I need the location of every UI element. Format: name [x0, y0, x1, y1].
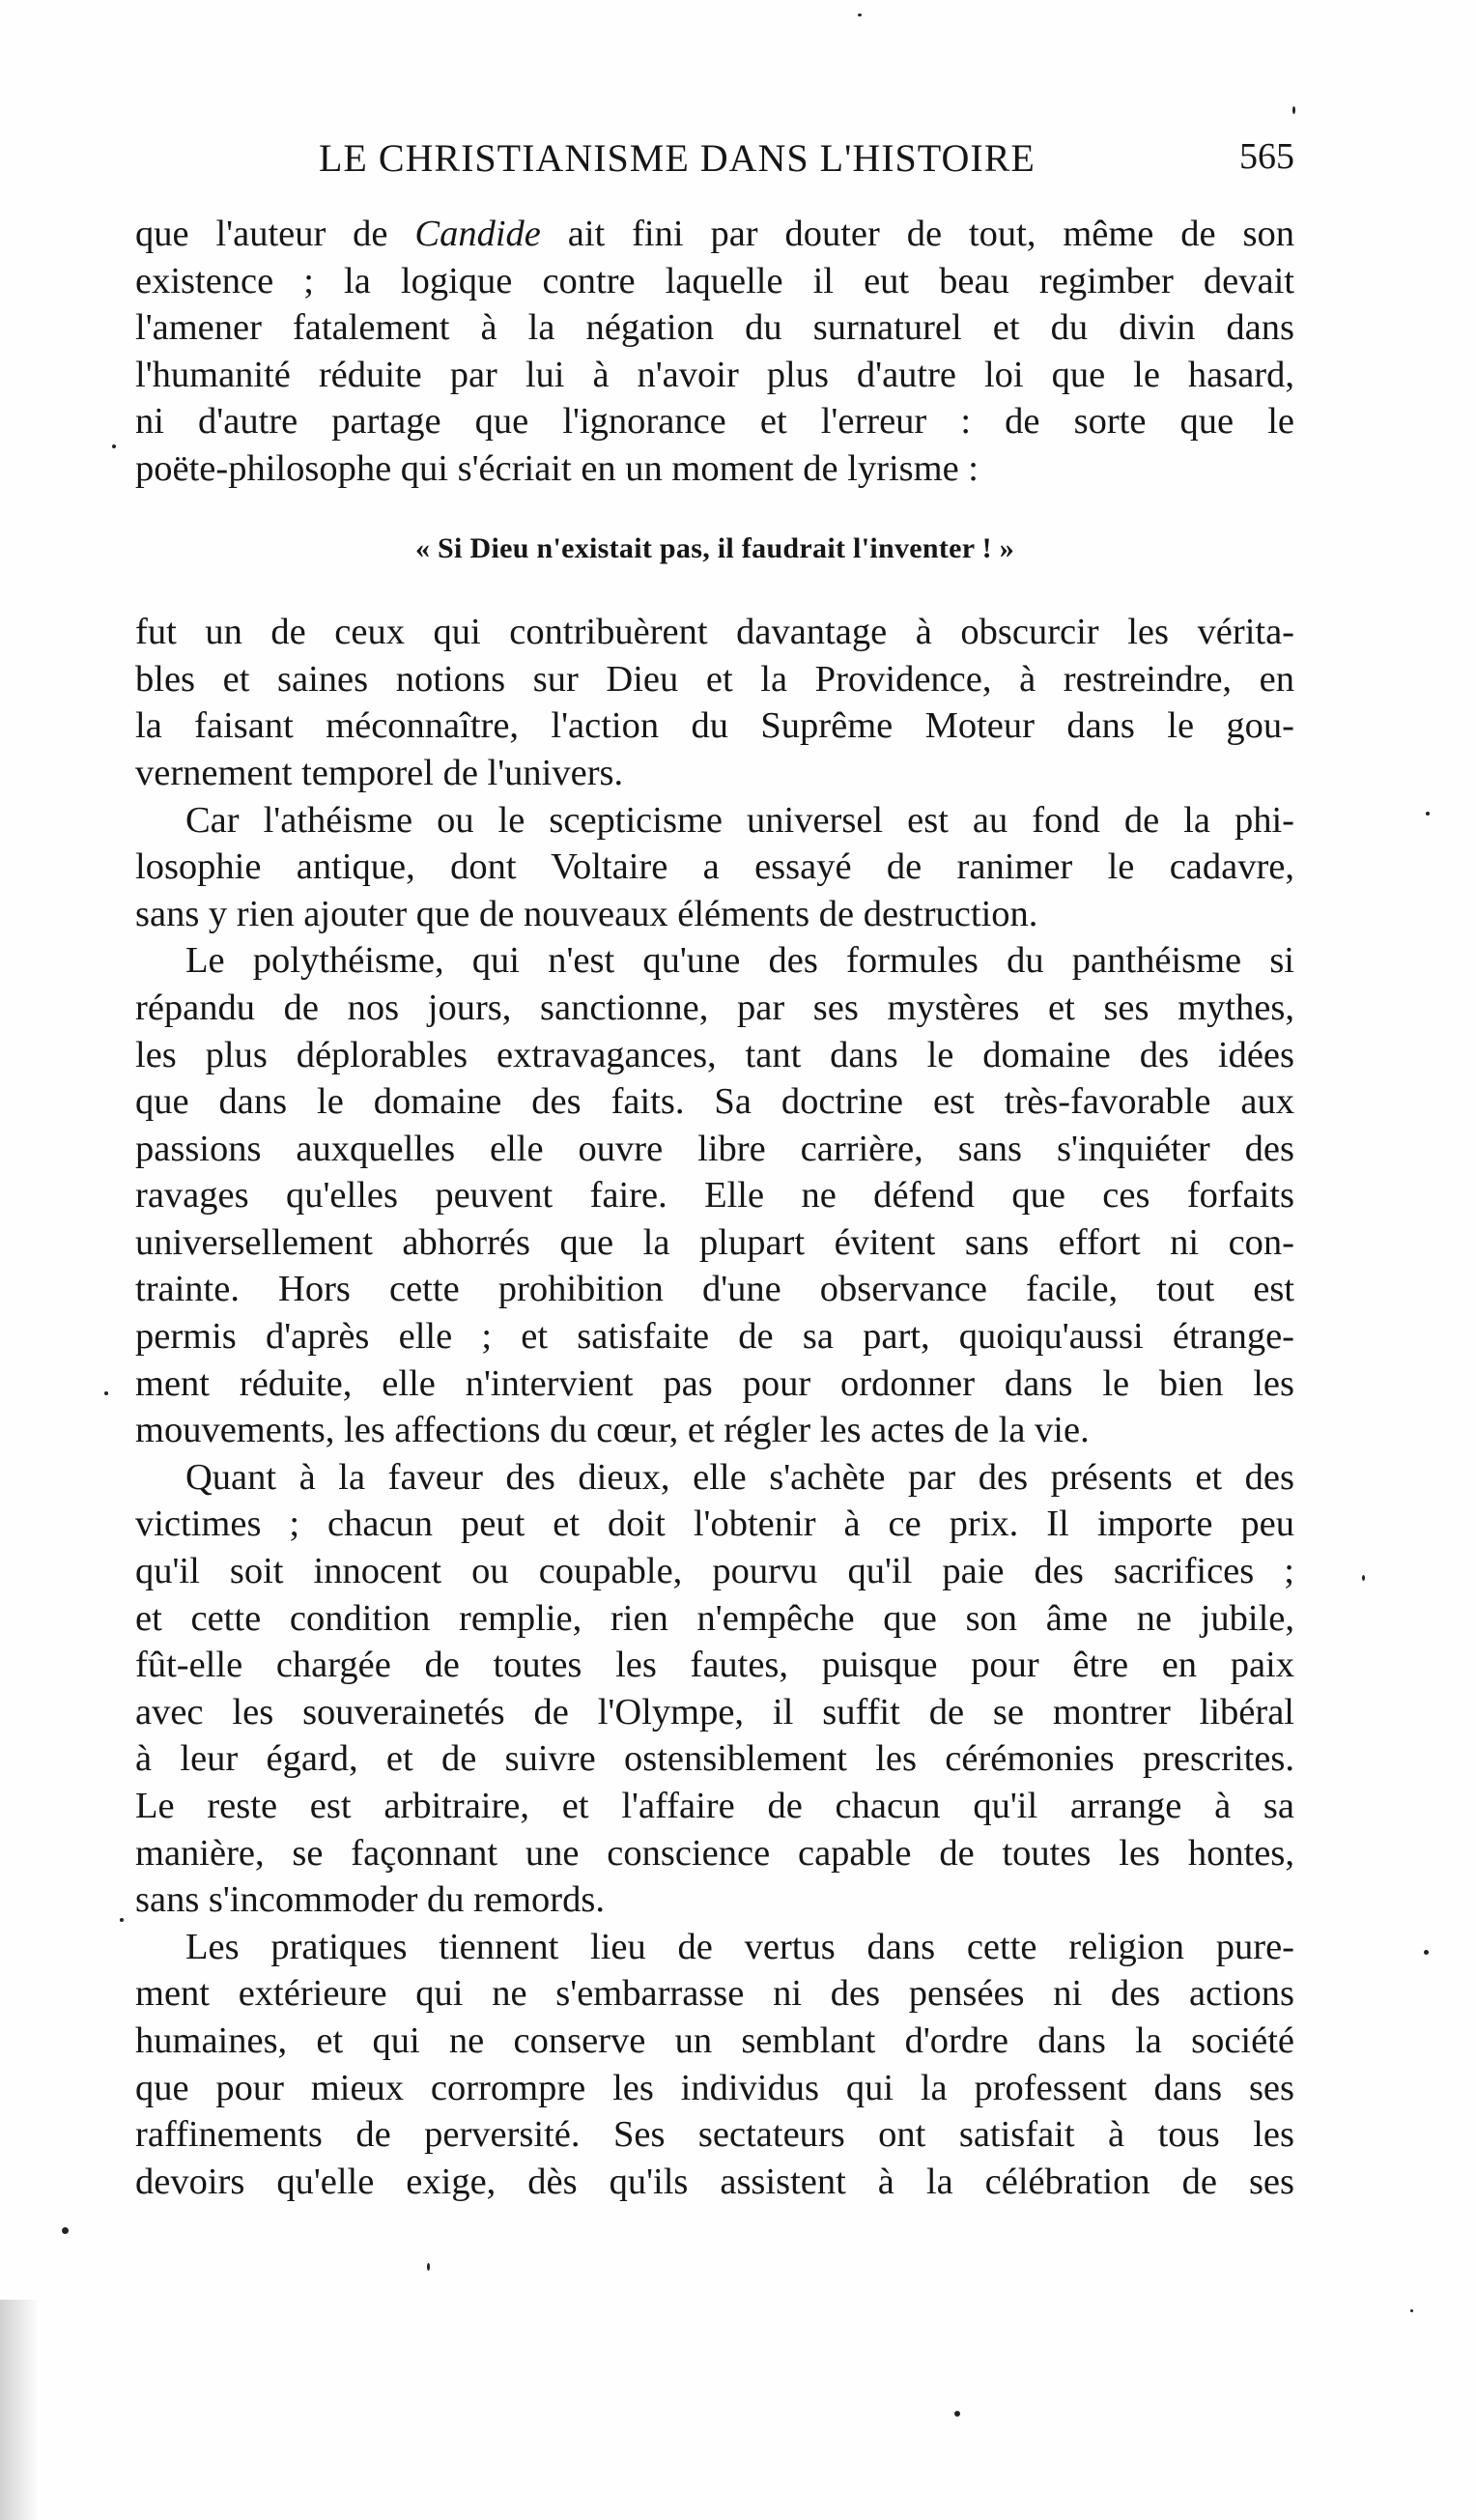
- paragraph: [135, 797, 1294, 938]
- text-line: universellement abhorrés que la plupart évitent sans effort ni con-: [135, 1221, 1294, 1263]
- text-line: l'amener fatalement à la négation du surnaturel et du divin dans: [135, 307, 1294, 349]
- text-line: la faisant méconnaître, l'action du Suprême Moteur dans le gou-: [135, 705, 1294, 747]
- text-line: devoirs qu'elle exige, dès qu'ils assistent à la célébration de ses: [135, 2161, 1294, 2202]
- scan-speck: [954, 2411, 960, 2417]
- text-line: qu'il soit innocent ou coupable, pourvu qu'il paie des sacrifices ;: [135, 1551, 1294, 1592]
- text-line: bles et saines notions sur Dieu et la Providence, à restreindre, en: [135, 658, 1294, 700]
- text-line: à leur égard, et de suivre ostensiblement les cérémonies prescrites.: [135, 1738, 1294, 1780]
- text-line: répandu de nos jours, sanctionne, par ses mystères et ses mythes,: [135, 987, 1294, 1028]
- text-line: fut un de ceux qui contribuèrent davantage à obscurcir les vérita-: [135, 612, 1294, 653]
- text-line: les plus déplorables extravagances, tant dans le domaine des idées: [135, 1034, 1294, 1075]
- italic-title: Candide: [414, 214, 541, 254]
- text-line: ment réduite, elle n'intervient pas pour ordonner dans le bien les: [135, 1362, 1294, 1404]
- scan-speck: [112, 444, 116, 448]
- text-line: ni d'autre partage que l'ignorance et l'erreur : de sorte que le: [135, 401, 1294, 443]
- text-line: poëte-philosophe qui s'écriait en un moment de lyrisme :: [135, 447, 979, 489]
- text-line: passions auxquelles elle ouvre libre carrière, sans s'inquiéter des: [135, 1128, 1294, 1169]
- text-line: ment extérieure qui ne s'embarrasse ni des pensées ni des actions: [135, 1973, 1294, 2015]
- text-line: avec les souverainetés de l'Olympe, il suffit de se montrer libéral: [135, 1691, 1294, 1732]
- text-line: manière, se façonnant une conscience capable de toutes les hontes,: [135, 1832, 1294, 1874]
- text-line: l'humanité réduite par lui à n'avoir plus d'autre loi que le hasard,: [135, 354, 1294, 395]
- scan-speck: [427, 2263, 430, 2271]
- text-line: victimes ; chacun peut et doit l'obtenir à ce prix. Il importe peu: [135, 1503, 1294, 1545]
- scan-speck: [104, 1391, 108, 1395]
- scan-speck: [858, 14, 862, 16]
- text-line: sans s'incommoder du remords.: [135, 1879, 605, 1921]
- scan-speck: [120, 1918, 124, 1922]
- paragraph: [135, 937, 1294, 1454]
- text-line: losophie antique, dont Voltaire a essayé de ranimer le cadavre,: [135, 846, 1294, 888]
- page-header: [135, 135, 1294, 193]
- text-line: trainte. Hors cette prohibition d'une observance facile, tout est: [135, 1269, 1294, 1310]
- scan-speck: [62, 2227, 69, 2234]
- scan-speck: [1362, 1575, 1365, 1581]
- text-line: sans y rien ajouter que de nouveaux éléments de destruction.: [135, 893, 1038, 934]
- scan-speck: [1292, 106, 1295, 114]
- scan-speck: [1426, 812, 1430, 816]
- page-number: 565: [1239, 136, 1294, 177]
- text-line: Les pratiques tiennent lieu de vertus dans cette religion pure-: [185, 1926, 1294, 1967]
- running-title: LE CHRISTIANISME DANS L'HISTOIRE: [319, 136, 1036, 180]
- text-line: permis d'après elle ; et satisfaite de sa part, quoiqu'aussi étrange-: [135, 1316, 1294, 1358]
- paragraph: [135, 1924, 1294, 2206]
- body-text: [135, 211, 1294, 2205]
- text-line: mouvements, les affections du cœur, et régler les actes de la vie.: [135, 1410, 1090, 1451]
- paragraph: [135, 1454, 1294, 1924]
- text-line: humaines, et qui ne conserve un semblant d'ordre dans la société: [135, 2019, 1294, 2061]
- text-line: et cette condition remplie, rien n'empêche que son âme ne jubile,: [135, 1597, 1294, 1639]
- text-line: vernement temporel de l'univers.: [135, 752, 624, 793]
- text-line: que l'auteur de Candide ait fini par douter de tout, même de son: [135, 214, 1294, 254]
- paragraph: [135, 211, 1294, 493]
- text-line: ravages qu'elles peuvent faire. Elle ne défend que ces forfaits: [135, 1175, 1294, 1217]
- block-quote: « Si Dieu n'existait pas, il faudrait l'inventer ! »: [414, 531, 1015, 564]
- text-line: Le polythéisme, qui n'est qu'une des formules du panthéisme si: [185, 940, 1294, 982]
- paragraph: [135, 609, 1294, 796]
- text-line: que pour mieux corrompre les individus qui la professent dans ses: [135, 2067, 1294, 2108]
- text-line: Car l'athéisme ou le scepticisme universel est au fond de la phi-: [185, 799, 1294, 841]
- scan-speck: [1410, 2309, 1413, 2312]
- text-line: que dans le domaine des faits. Sa doctrine est très-favorable aux: [135, 1081, 1294, 1123]
- text-line: Le reste est arbitraire, et l'affaire de chacun qu'il arrange à sa: [135, 1786, 1294, 1826]
- text-line: fût-elle chargée de toutes les fautes, puisque pour être en paix: [135, 1645, 1294, 1686]
- text-line: existence ; la logique contre laquelle il eut beau regimber devait: [135, 260, 1294, 301]
- text-line: raffinements de perversité. Ses sectateurs ont satisfait à tous les: [135, 2114, 1294, 2156]
- scan-speck: [1424, 1950, 1429, 1955]
- text-line: Quant à la faveur des dieux, elle s'achète par des présents et des: [185, 1456, 1294, 1498]
- page-edge-shadow: [0, 2300, 39, 2520]
